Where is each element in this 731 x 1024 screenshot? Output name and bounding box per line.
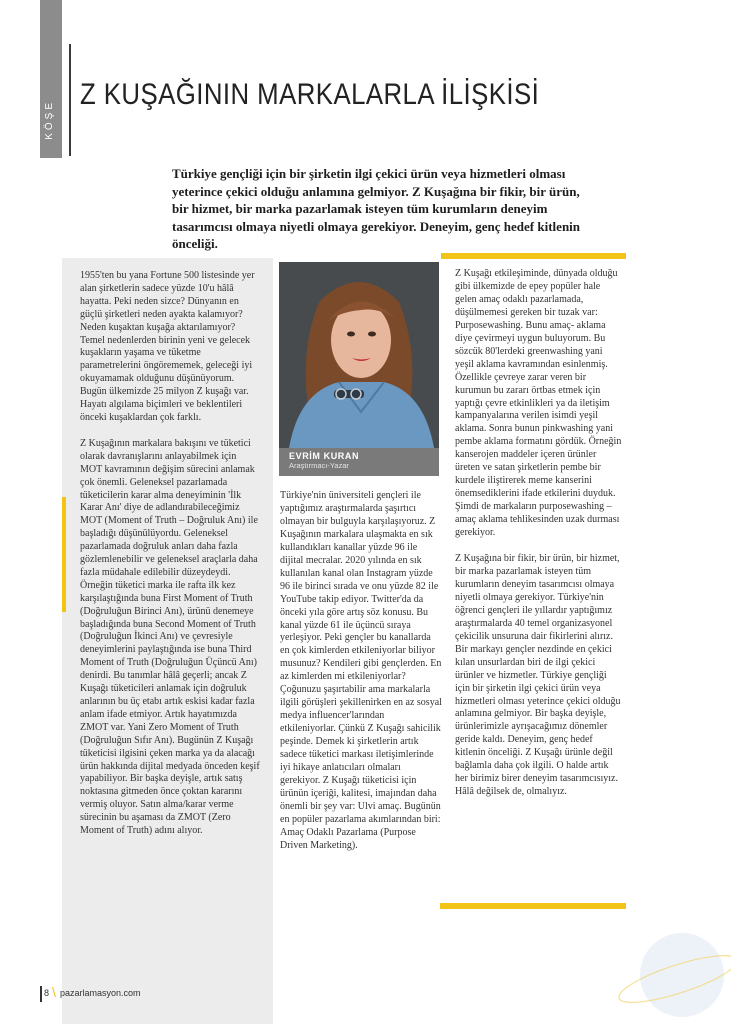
column-1-accent [62,497,66,612]
title-rule [69,44,71,156]
column-1-paragraph: 1955'ten bu yana Fortune 500 listesinde yer alan şirketlerin sadece yüzde 10'u hâlâ hayatta. Peki neden sizce? Dünyanın en güçlü şirketleri neden ayakta kalamıyor? Neden kuşaktan kuşağa aktarılamıyor? Temel nedenlerden birinin yeni ve gelecek kuşakların yaşama ve tüketme parametrelerini öngörememek, geleceği iyi okuyamamak olduğunu düşünüyorum. Bugün ülkemizde 25 milyon Z kuşağı var. Hayatı algılama biçimleri ve beklentileri önceki kuşaklardan çok farklı. [80,270,255,423]
author-portrait-illustration [279,262,439,448]
author-name: EVRİM KURAN [289,451,360,461]
article-lead: Türkiye gençliği için bir şirketin ilgi çekici ürün veya hizmetleri olması yeterince çekici olduğu anlamına gelmiyor. Z Kuşağına bir fikir, bir ürün, bir hizmet, bir marka pazarlamak isteyen tüm kurumların deneyim tasarımcısı olmaya niyetli olmaya gerekiyor. Deneyim, genç hedef kitlenin önceliği. [172,166,581,252]
column-1-paragraph: Z Kuşağının markalara bakışını ve tüketici olarak davranışlarını anlayabilmek için MOT kavramının değişim sürecini anlamak çok önemli. Geleneksel pazarlamada tüketicilerin karar alma deneyiminin 'İlk Karar Anı' diye de adlandırabileceğimiz MOT (Moment of Truth – Doğruluk Anı) ile başladığı düşünülüyordu. Geleneksel pazarlamada doğruluk anları daha fazla gözlemlenebilir ve geleneksel araçlarla daha fazla müdahale edilebilir düzeydeydi. Örneğin tüketici marka ile rafta ilk kez karşılaştığında buna First Moment of Truth (Doğruluğun Birinci Anı), ürünü denemeye başladığında buna Second Moment of Truth (Doğruluğun İkinci Anı) ve çevresiyle deneyimlerini paylaştığında ise buna Third Moment of Truth (Doğruluğun Üçüncü Anı) denirdi. Bu tanımlar hâlâ geçerli; ancak Z Kuşağı tüketicileri anlamak için doğruluk anlarının bu üç etabı artık eskisi kadar fazla anlam ifade etmiyor. Artık hayatımızda ZMOT var. Yani Zero Moment of Truth (Doğruluğun Sıfır Anı). Bugünün Z Kuşağı tüketicisi ilgisini çeken marka ya da alacağı ürün hakkında dijital medyada önceden keşif yapabiliyor. Bir başka deyişle, artık satış noktasına gitmeden önce çoktan kararını vermiş oluyor. Satın alma/karar verme sürecinin bu aşaması da ZMOT (Zero Moment of Truth) adını alıyor. [80,437,260,837]
accent-bar-bottom [440,903,626,909]
column-3 [455,268,623,812]
column-3-paragraph: Z Kuşağı etkileşiminde, dünyada olduğu gibi ülkemizde de epey popüler hale gelen amaç odaklı pazarlamada, düşülmemesi gereken bir tuzak var: Purposewashing. Bunu amaç- aklama diye çevirmeyi uygun buluyorum. Bu sözcük 80'lerdeki greenwashing yani yeşil aklama kavramından esinlenmiş. Özellikle çevreye zarar veren bir kurumun bu zararı örtbas etmek için yaptığı çevre etkinlikleri ya da iletişim kampanyalarına verilen isimdi yeşil aklama. Sonra bunun pinkwashing yani pembe aklama formatını gördük. Örneğin kanserojen maddeler içeren ürünler üreten ve satan şirketlerin pembe bir kurdele iliştirerek meme kanserini önemsediklerini ifade etkilerini duyduk. Şimdi de markaların purposewashing – amaç aklama tehlikesinden uzak durması gerekiyor. [455,268,622,539]
section-label: KÖŞE [44,100,55,140]
planet-decoration-icon [612,905,731,1024]
author-caption [279,448,439,476]
footer-slash-icon: \ [52,984,56,1000]
author-photo [279,262,439,448]
column-3-paragraph: Z Kuşağına bir fikir, bir ürün, bir hizmet, bir marka pazarlamak isteyen tüm kurumların deneyim tasarımcısı olmaya niyetli olmaya gerekiyor. Türkiye'nin öğrenci gençleri ile yıllardır yaptığımız araştırmalarda 40 temel organizasyonel çekicilik unsuruna dair fikirlerini alırız. Bir markayı gençler nezdinde en çekici kılan unsurlardan biri de ilgi çekici ürünler ve hizmetler. Türkiye gençliği için bir şirketin ilgi çekici ürün veya hizmetleri olması yeterince çekici olduğu anlamına gelmiyor. Bir başka deyişle, ürünlerimizle ayrışacağımız dönemler geride kaldı. Deneyim, genç hedef kitlenin önceliği. Z Kuşağı ürünle değil bağlamla daha çok ilgili. O halde artık her birimiz birer deneyim tasarımcısıyız. Hâlâ değilsek de, olmalıyız. [455,553,621,798]
column-2: Türkiye'nin üniversiteli gençleri ile yaptığımız araştırmalarda şaşırtıcı olmayan bir bulguyla karşılaşıyoruz. Z Kuşağının markalara ulaşmakta en sık kullandıkları kanallar yüzde 96 ile dijital mecralar. 2020 yılında en sık kullanılan kanal olan Instagram yüzde 96 ile birinci sırada ve onu yüzde 82 ile YouTube takip ediyor. Twitter'da da önceki yıla göre artış söz konusu. Bu kanal yüzde 61 ile üçüncü sıraya yerleşiyor. Peki gençler bu kanallarda en çok kimlerden etkileniyorlar biliyor musunuz? Kendileri gibi gençlerden. En az kimlerden mi etkileniyorlar? Çoğunuzu şaşırtabilir ama markalarla ilgili görüşleri şekillenirken en az sosyal medya influencer'larından etkileniyorlar. Çünkü Z Kuşağı sahicilik peşinde. Demek ki şirketlerin artık sadece tüketici markası iletişimlerinde iyi hikaye anlatıcıları olmaları gerekiyor. Z Kuşağı tüketicisi için ürünün içeriği, kalitesi, imajından daha önemli bir şey var: Ulvi amaç. Bugünün en popüler pazarlama akımlarından biri: Amaç Odaklı Pazarlama (Purpose Driven Marketing). [280,490,442,851]
footer-site: pazarlamasyon.com [60,988,141,998]
footer-rule [40,986,42,1002]
author-role: Araştırmacı-Yazar [289,461,349,470]
column-1 [80,270,260,851]
accent-bar-top [441,253,626,259]
article-title: Z KUŞAĞININ MARKALARLA İLİŞKİSİ [80,78,540,111]
page-number: 8 [44,988,50,998]
